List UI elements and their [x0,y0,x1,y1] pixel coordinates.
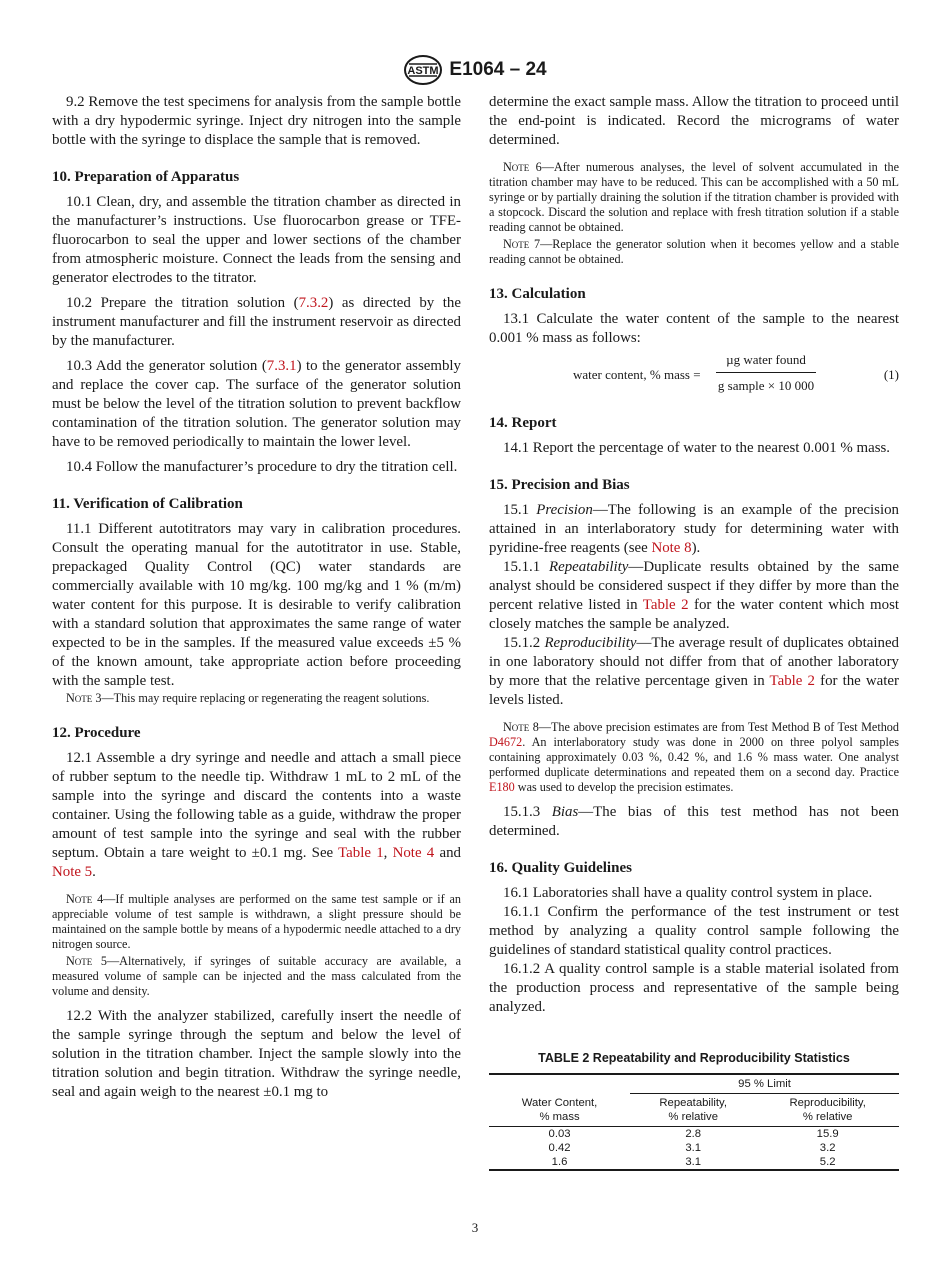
heading-section-13: 13. Calculation [489,286,586,302]
para-9-2: 9.2 Remove the test specimens for analysis from the sample bottle with a dry hypodermic syringe. Inject dry nitrogen into the sample bottle with the syringe to displace the sample that is removed. [52,94,461,148]
note-4: Note 4—If multiple analyses are performed on the same test sample or if an appreciable volume of test sample is withdrawn, a slight pressure should be maintained on the sample bottle by means of a hypodermic needle attached to a dry nitrogen source. [52,892,461,951]
heading-section-11: 11. Verification of Calibration [52,496,243,512]
para-10-2: 10.2 Prepare the titration solution (7.3.2) as directed by the instrument manufacturer and fill the instrument reservoir as directed by the manufacturer. [52,295,461,349]
table-span-header: 95 % Limit [630,1074,899,1094]
link-table-1[interactable]: Table 1 [338,845,384,861]
table-cell: 0.42 [548,1142,571,1154]
table-col-header: Repeatability, % relative [630,1094,756,1127]
link-note-8[interactable]: Note 8 [651,540,692,556]
equation-lhs: water content, % mass = [573,367,701,382]
para-15-1-1: 15.1.1 Repeatability—Duplicate results obtained by the same analyst should be considered suspect if they differ by more than the percent relative listed in Table 2 for the water content which most closely matches the sample be analyzed. [489,559,900,632]
note-6: Note 6—After numerous analyses, the level of solvent accumulated in the titration chamber may have to be reduced. This can be accomplished with a 50 mL syringe or by partially draining the solution if the titration chamber is provided with a stopcock. Discard the solution and replace with fresh titration solution if a stable reading cannot be obtained. [489,160,899,234]
astm-logo-icon [403,54,443,86]
table-row [489,1141,899,1155]
equation-numerator: µg water found [716,350,816,373]
equation-1 [489,350,899,396]
link-d4672[interactable]: D4672 [489,735,523,749]
table-cell: 1.6 [551,1156,568,1168]
table-2 [489,1073,899,1171]
para-15-1-2: 15.1.2 Reproducibility—The average result of duplicates obtained in one laboratory should not differ from that of another laboratory by more that the relative percentage given in Table 2 for the water levels listed. [489,635,899,708]
para-13-1: 13.1 Calculate the water content of the sample to the nearest 0.001 % mass as follows: [489,311,899,346]
table-cell: 15.9 [816,1128,839,1140]
para-12-2: 12.2 With the analyzer stabilized, carefully insert the needle of the sample syringe through the septum and below the level of solution in the titration chamber. Inject the sample slowly into the titration solution and begin titration. Withdraw the syringe needle, seal and again weigh to the nearest ±0.1 mg to [52,1008,461,1100]
heading-section-16: 16. Quality Guidelines [489,860,632,876]
note-7: Note 7—Replace the generator solution when it becomes yellow and a stable reading cannot be obtained. [489,237,899,266]
para-15-1: 15.1 Precision—The following is an example of the precision attained in an interlaboratory study for determining water with pyridine-free reagents (see Note 8). [489,502,900,556]
para-11-1: 11.1 Different autotitrators may vary in calibration procedures. Consult the operating manual for the autotitrator in use. Stable, prepackaged Quality Control (QC) water standards are commercially available with 10 mg/kg. 100 mg/kg and 1 % (m/m) water content for this purpose. It is desirable to verify calibration with a standard solution that approximates the same range of water expected to be in the samples. If the measured value exceeds ±5 % of the known amount, take appropriate action before proceeding with the sample test. [52,521,461,689]
para-12-2-continued: determine the exact sample mass. Allow the titration to proceed until the end-point is indicated. Record the micrograms of water determined. [489,94,899,148]
equation-number: (1) [883,367,899,382]
para-16-1-2: 16.1.2 A quality control sample is a stable material isolated from the production process and representative of the sample being analyzed. [489,961,899,1015]
table-col-header: Water Content, % mass [489,1094,630,1127]
para-14-1: 14.1 Report the percentage of water to the nearest 0.001 % mass. [503,440,891,456]
heading-section-15: 15. Precision and Bias [489,477,630,493]
para-12-1: 12.1 Assemble a dry syringe and needle and attach a small piece of rubber septum to the needle tip. Withdraw 1 mL to 2 mL of the sample into the syringe and discard the contents into a waste container. Using the following table as a guide, withdraw the proper amount of test sample into the syringe and seal with the rubber septum. Obtain a tare weight to ±0.1 mg. See Table 1, Note 4 and Note 5. [52,750,461,880]
note-8: Note 8—The above precision estimates are from Test Method B of Test Method D4672. An interlaboratory study was done in 2000 on three polyol samples containing approximately 0.03 %, 0.42 %, and 1.6 % mass water. One analyst performed duplicate determinations and repeated them on a second day. Practice E180 was used to develop the precision estimates. [489,720,899,794]
para-16-1-1: 16.1.1 Confirm the performance of the test instrument or test method by analyzing a quality control sample following the guidelines of standard statistical quality control practices. [489,904,899,958]
link-note-5[interactable]: Note 5 [52,864,93,880]
note-5: Note 5—Alternatively, if syringes of suitable accuracy are available, a measured volume of sample can be injected and the mass calculated from the volume and density. [52,954,461,998]
left-column [52,93,461,1108]
link-7-3-1[interactable]: 7.3.1 [266,358,297,374]
table-col-header: Reproducibility, % relative [756,1094,899,1127]
link-7-3-2[interactable]: 7.3.2 [298,295,329,311]
page-header [0,52,950,88]
para-10-1: 10.1 Clean, dry, and assemble the titration chamber as directed in the manufacturer’s instructions. Use fluorocarbon grease or TFE-fluorocarbon to seal the upper and lower sections of the chamber from atmospheric moisture. Connect the leads from the sensing and generator electrodes to the titrator. [52,194,461,286]
page-number: 3 [471,1220,479,1235]
equation-fraction [716,350,816,395]
right-column [489,93,899,1171]
link-note-4[interactable]: Note 4 [392,845,435,861]
equation-denominator: g sample × 10 000 [717,378,815,393]
document-id: E1064 – 24 [449,59,547,80]
table-cell: 3.2 [819,1142,836,1154]
table-row [489,1155,899,1170]
heading-section-12: 12. Procedure [52,725,141,741]
heading-section-10: 10. Preparation of Apparatus [52,169,240,185]
para-15-1-3: 15.1.3 Bias—The bias of this test method has not been determined. [489,804,900,839]
table-cell: 0.03 [548,1128,571,1140]
table-cell: 5.2 [819,1156,836,1168]
para-16-1: 16.1 Laboratories shall have a quality control system in place. [503,885,873,901]
table-row [489,1127,899,1142]
table-cell: 2.8 [685,1128,702,1140]
logo-text: ASTM [407,65,439,77]
para-10-4: 10.4 Follow the manufacturer’s procedure to dry the titration cell. [66,459,458,475]
link-table-2[interactable]: Table 2 [769,673,815,689]
link-e180[interactable]: E180 [489,780,515,794]
heading-section-14: 14. Report [489,415,557,431]
table-cell: 3.1 [685,1156,702,1168]
note-3: Note 3—This may require replacing or regenerating the reagent solutions. [66,691,430,705]
link-table-2[interactable]: Table 2 [642,597,689,613]
table-2-caption: TABLE 2 Repeatability and Reproducibility Statistics [538,1051,850,1065]
table-cell: 3.1 [685,1142,702,1154]
para-10-3: 10.3 Add the generator solution (7.3.1) to the generator assembly and replace the cover cap. The surface of the generator solution must be below the level of the titration solution to prevent backflow contamination of the titration solution. The generator solution may have to be removed periodically to maintain the lower level. [52,358,461,450]
